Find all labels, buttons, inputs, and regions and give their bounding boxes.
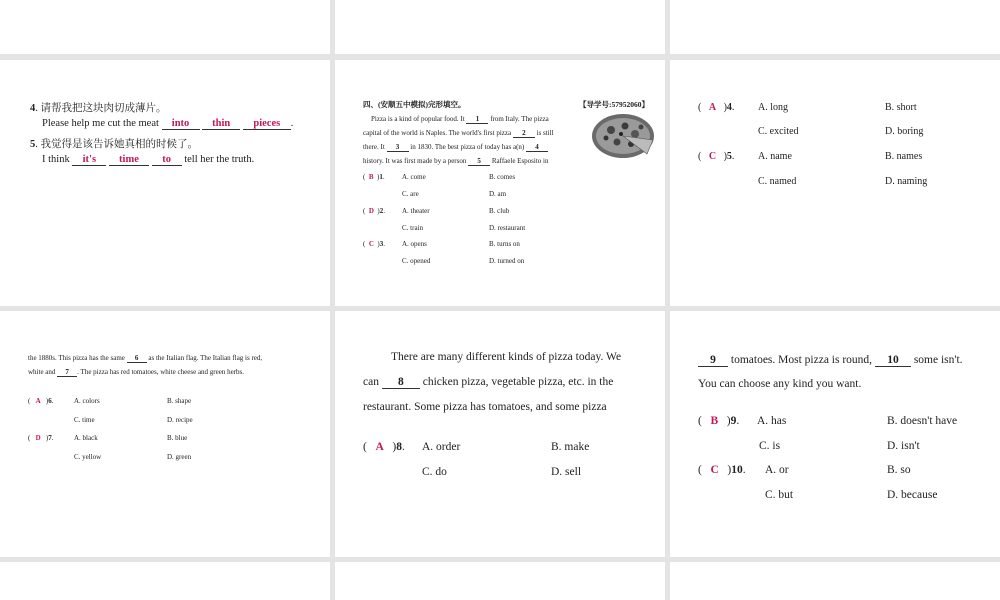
passage-text: white and bbox=[28, 368, 56, 376]
q5-answer-2: time bbox=[109, 154, 149, 166]
q10-option-a[interactable]: A. or bbox=[765, 464, 789, 476]
question-5: ( C )5. bbox=[698, 151, 735, 162]
question-7: ( D )7. bbox=[28, 434, 54, 442]
q1-option-a[interactable]: A. come bbox=[402, 173, 426, 181]
passage-line-9: restaurant. Some pizza has tomatoes, and some pizza bbox=[363, 401, 607, 413]
passage-text: some isn't. bbox=[913, 354, 963, 366]
slide-top-right bbox=[670, 0, 1000, 54]
q5-option-d[interactable]: D. naming bbox=[885, 176, 928, 187]
pizza-image bbox=[591, 110, 655, 162]
q3-option-b[interactable]: B. turns on bbox=[489, 240, 520, 248]
question-number: 2 bbox=[379, 207, 384, 215]
passage-line-11: You can choose any kind you want. bbox=[698, 378, 862, 390]
blank-7: 7 bbox=[57, 368, 77, 377]
passage-line-10 bbox=[698, 354, 963, 367]
q8-option-c[interactable]: C. do bbox=[422, 466, 447, 478]
q3-option-d[interactable]: D. turned on bbox=[489, 257, 525, 265]
q10-option-d[interactable]: D. because bbox=[887, 489, 938, 501]
passage-text: history. It was first made by a person bbox=[363, 157, 467, 165]
question-10: ( C )10. bbox=[698, 464, 746, 476]
q5-option-a[interactable]: A. name bbox=[758, 151, 792, 162]
q4-prefix: Please help me cut the meat bbox=[42, 118, 159, 129]
slide-top-left bbox=[0, 0, 330, 54]
passage-text: . The pizza has red tomatoes, white cheese and green herbs. bbox=[77, 368, 245, 376]
q2-option-c[interactable]: C. train bbox=[402, 224, 423, 232]
answer-7: D bbox=[35, 434, 41, 442]
slide-question-8 bbox=[335, 311, 665, 557]
passage-line-3 bbox=[363, 143, 548, 152]
q3-option-a[interactable]: A. opens bbox=[402, 240, 427, 248]
passage-text: there. It bbox=[363, 143, 385, 151]
q2-option-d[interactable]: D. restaurant bbox=[489, 224, 526, 232]
passage-text: tomatoes. Most pizza is round, bbox=[730, 354, 873, 366]
passage-text: capital of the world is Naples. The world's first pizza bbox=[363, 129, 512, 137]
q5-chinese-text: . 我觉得是该告诉她真相的时候了。 bbox=[35, 139, 198, 150]
q9-option-c[interactable]: C. is bbox=[759, 440, 781, 452]
section-header: 四、(安顺五中模拟)完形填空。 bbox=[363, 100, 466, 109]
answer-5: C bbox=[708, 151, 717, 162]
passage-text: as the Italian flag. The Italian flag is red, bbox=[148, 354, 263, 362]
q4-chinese bbox=[30, 100, 167, 115]
passage-text: is still bbox=[536, 129, 554, 137]
q5-english bbox=[42, 154, 254, 166]
q5-option-c[interactable]: C. named bbox=[758, 176, 797, 187]
question-number: 9 bbox=[730, 415, 737, 427]
passage-text: from Italy. The pizza bbox=[490, 115, 549, 123]
q5-chinese bbox=[30, 136, 198, 151]
question-4: ( A )4. bbox=[698, 102, 735, 113]
slide-translation bbox=[0, 60, 330, 306]
q6-option-d[interactable]: D. recipe bbox=[167, 416, 193, 424]
q5-option-b[interactable]: B. names bbox=[885, 151, 923, 162]
blank-4: 4 bbox=[526, 143, 548, 152]
passage-line-2 bbox=[363, 129, 554, 138]
q8-option-b[interactable]: B. make bbox=[551, 441, 590, 453]
q4-english bbox=[42, 118, 293, 130]
q6-option-b[interactable]: B. shape bbox=[167, 397, 192, 405]
q1-option-c[interactable]: C. are bbox=[402, 190, 419, 198]
answer-3: C bbox=[368, 240, 374, 248]
passage-line-6 bbox=[28, 368, 244, 377]
answer-9: B bbox=[710, 415, 719, 427]
answer-2: D bbox=[368, 207, 374, 215]
q6-option-a[interactable]: A. colors bbox=[74, 397, 100, 405]
q5-suffix: tell her the truth. bbox=[184, 154, 255, 165]
blank-5: 5 bbox=[468, 157, 490, 166]
q7-option-a[interactable]: A. black bbox=[74, 434, 98, 442]
answer-1: B bbox=[368, 173, 374, 181]
blank-8: 8 bbox=[382, 376, 420, 389]
slide-questions-4-5 bbox=[670, 60, 1000, 306]
blank-9: 9 bbox=[698, 354, 728, 367]
q4-option-a[interactable]: A. long bbox=[758, 102, 788, 113]
passage-text: in 1830. The best pizza of today has a(n) bbox=[410, 143, 525, 151]
q4-chinese-text: . 请帮我把这块肉切成薄片。 bbox=[35, 103, 167, 114]
q4-end: . bbox=[290, 118, 294, 129]
q10-option-c[interactable]: C. but bbox=[765, 489, 794, 501]
q1-option-b[interactable]: B. comes bbox=[489, 173, 516, 181]
question-8: ( A )8. bbox=[363, 441, 405, 453]
q7-option-d[interactable]: D. green bbox=[167, 453, 192, 461]
blank-3: 3 bbox=[387, 143, 409, 152]
q9-option-a[interactable]: A. has bbox=[757, 415, 787, 427]
answer-10: C bbox=[710, 464, 719, 476]
question-number: 8 bbox=[396, 441, 402, 453]
q5-prefix: I think bbox=[42, 154, 70, 165]
passage-line-5 bbox=[28, 354, 262, 363]
passage-text: Raffaele Esposito in bbox=[491, 157, 549, 165]
passage-line-8 bbox=[363, 376, 613, 389]
slide-bottom-right bbox=[670, 562, 1000, 600]
question-3: ( C )3. bbox=[363, 240, 385, 248]
passage-text: can bbox=[363, 376, 379, 388]
question-6: ( A )6. bbox=[28, 397, 54, 405]
q1-option-d[interactable]: D. am bbox=[489, 190, 507, 198]
q4-answer-1: into bbox=[162, 118, 200, 130]
passage-text: chicken pizza, vegetable pizza, etc. in the bbox=[422, 376, 614, 388]
q8-option-d[interactable]: D. sell bbox=[551, 466, 582, 478]
passage-text: the 1880s. This pizza has the same bbox=[28, 354, 125, 362]
answer-8: A bbox=[375, 441, 384, 453]
q4-option-d[interactable]: D. boring bbox=[885, 126, 924, 137]
slide-cloze-continued bbox=[0, 311, 330, 557]
slide-cloze-start bbox=[335, 60, 665, 306]
q10-option-b[interactable]: B. so bbox=[887, 464, 911, 476]
question-number: 4 bbox=[726, 102, 732, 113]
passage-line-7: There are many different kinds of pizza today. We bbox=[391, 351, 622, 363]
q4-answer-2: thin bbox=[202, 118, 240, 130]
q6-option-c[interactable]: C. time bbox=[74, 416, 95, 424]
question-number: 5 bbox=[726, 151, 732, 162]
passage-line-4 bbox=[363, 157, 549, 166]
q4-answer-3: pieces bbox=[243, 118, 291, 130]
q9-option-d[interactable]: D. isn't bbox=[887, 440, 920, 452]
q4-number: 4 bbox=[30, 103, 36, 114]
question-9: ( B )9. bbox=[698, 415, 740, 427]
slide-top-middle bbox=[335, 0, 665, 54]
guide-code: 【导学号:57952060】 bbox=[579, 100, 649, 109]
question-2: ( D )2. bbox=[363, 207, 385, 215]
passage-line-1 bbox=[371, 115, 549, 124]
answer-6: A bbox=[35, 397, 41, 405]
q4-option-c[interactable]: C. excited bbox=[758, 126, 799, 137]
q9-option-b[interactable]: B. doesn't have bbox=[887, 415, 958, 427]
q5-answer-3: to bbox=[152, 154, 182, 166]
question-number: 7 bbox=[48, 434, 52, 442]
question-number: 6 bbox=[48, 397, 52, 405]
slide-questions-9-10 bbox=[670, 311, 1000, 557]
question-number: 3 bbox=[379, 240, 384, 248]
answer-4: A bbox=[708, 102, 717, 113]
q5-answer-1: it's bbox=[72, 154, 106, 166]
blank-6: 6 bbox=[127, 354, 147, 363]
question-1: ( B )1. bbox=[363, 173, 385, 181]
q7-option-b[interactable]: B. blue bbox=[167, 434, 188, 442]
slide-bottom-middle bbox=[335, 562, 665, 600]
q5-number: 5 bbox=[30, 139, 36, 150]
q7-option-c[interactable]: C. yellow bbox=[74, 453, 102, 461]
q2-option-a[interactable]: A. theater bbox=[402, 207, 430, 215]
blank-1: 1 bbox=[466, 115, 488, 124]
q8-option-a[interactable]: A. order bbox=[422, 441, 461, 453]
passage-text: Pizza is a kind of popular food. It bbox=[371, 115, 465, 123]
blank-2: 2 bbox=[513, 129, 535, 138]
question-number: 10 bbox=[731, 464, 743, 476]
q4-option-b[interactable]: B. short bbox=[885, 102, 917, 113]
slide-bottom-left bbox=[0, 562, 330, 600]
q2-option-b[interactable]: B. club bbox=[489, 207, 510, 215]
q3-option-c[interactable]: C. opened bbox=[402, 257, 431, 265]
question-number: 1 bbox=[379, 173, 383, 181]
blank-10: 10 bbox=[875, 354, 911, 367]
